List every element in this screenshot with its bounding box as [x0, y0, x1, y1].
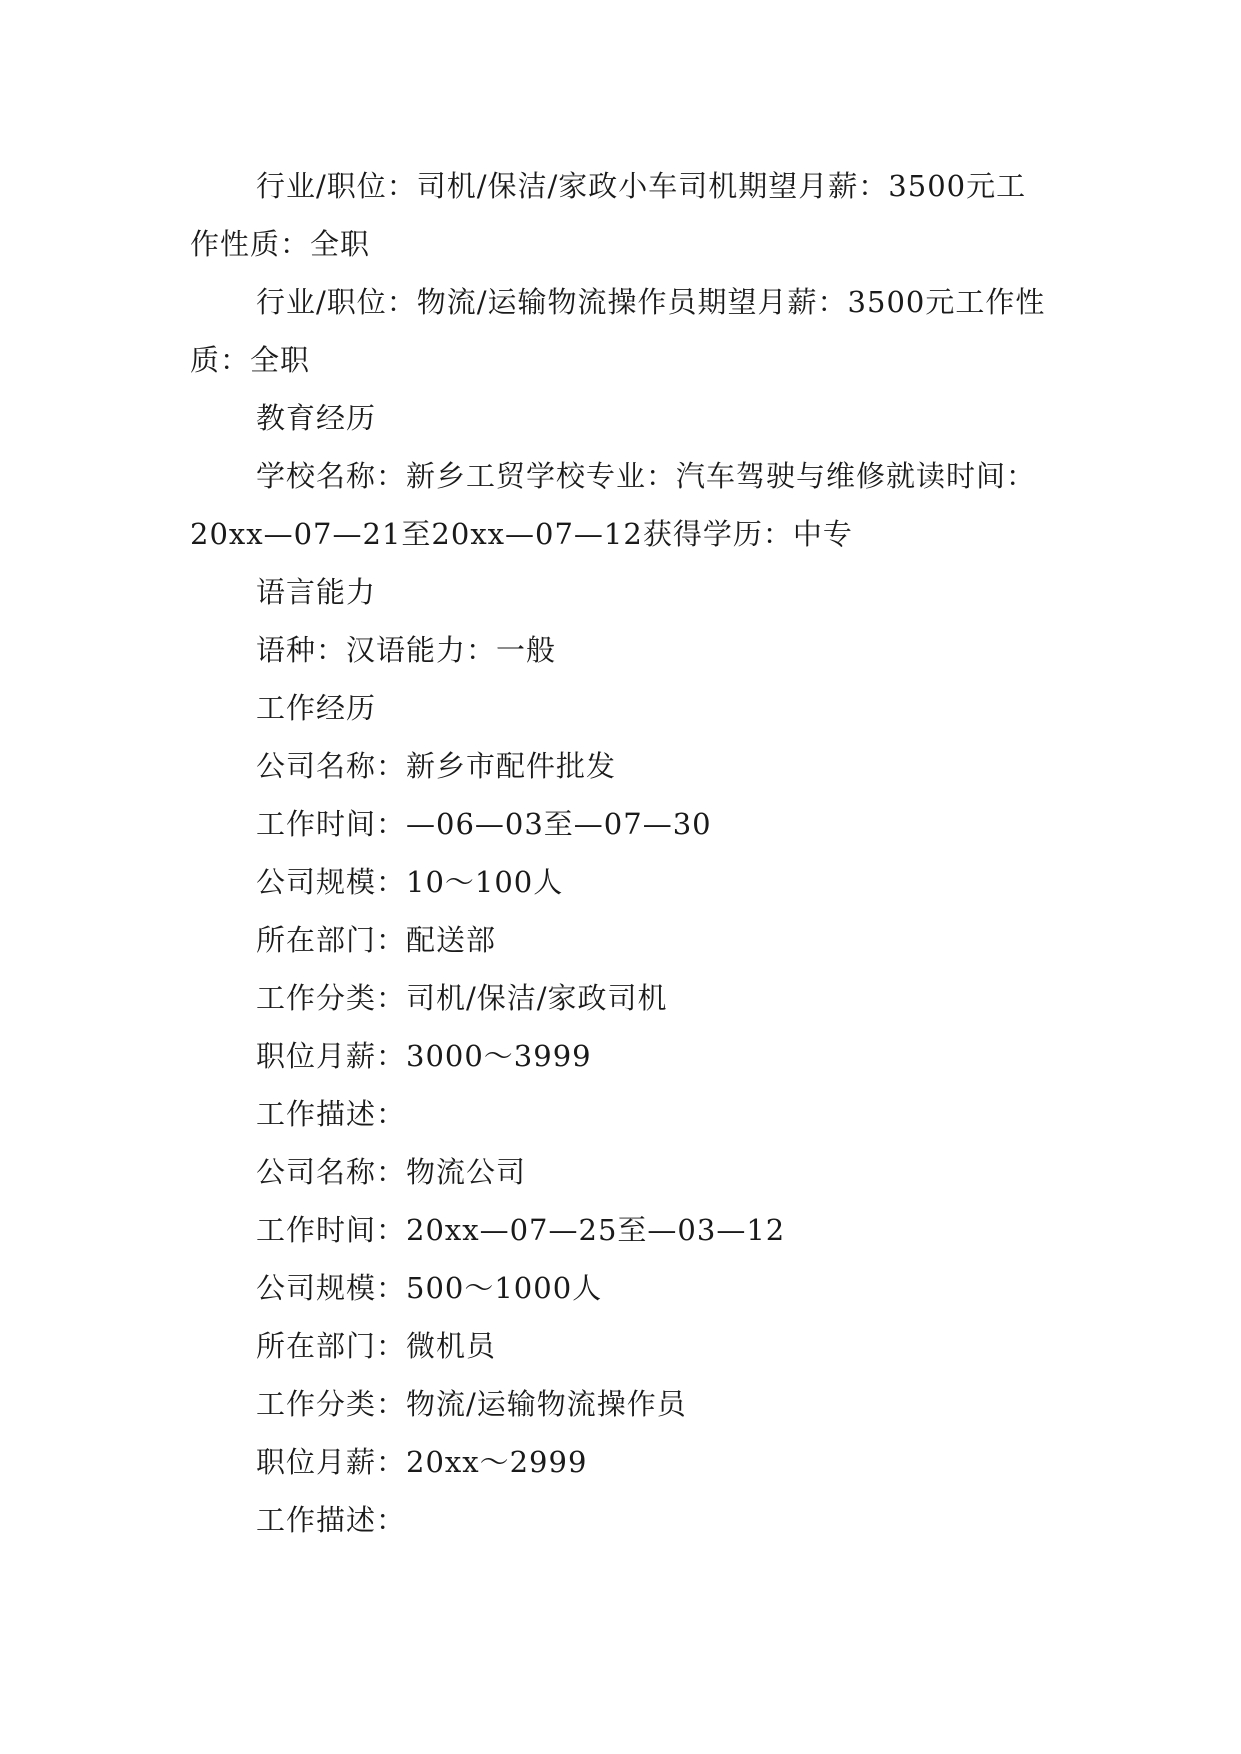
education-entry: 学校名称：新乡工贸学校专业：汽车驾驶与维修就读时间：20xx—07—21至20xx—07—12获得学历：中专	[190, 459, 1037, 551]
work2-description: 工作描述：	[256, 1503, 407, 1537]
work1-period: 工作时间：—06—03至—07—30	[256, 807, 712, 841]
work1-company: 公司名称：新乡市配件批发	[256, 749, 617, 783]
work2-period: 工作时间：20xx—07—25至—03—12	[256, 1213, 786, 1247]
section-heading-work: 工作经历	[256, 691, 377, 725]
job-intention-1: 行业/职位：司机/保洁/家政小车司机期望月薪：3500元工作性质：全职	[190, 169, 1027, 261]
work2-company-size: 公司规模：500～1000人	[256, 1271, 603, 1305]
section-heading-education: 教育经历	[256, 401, 377, 435]
section-heading-language: 语言能力	[256, 575, 377, 609]
work2-category: 工作分类：物流/运输物流操作员	[256, 1387, 687, 1421]
work1-department: 所在部门：配送部	[256, 923, 497, 957]
work2-company: 公司名称：物流公司	[256, 1155, 527, 1189]
document-body	[190, 157, 1050, 1549]
job-intention-2: 行业/职位：物流/运输物流操作员期望月薪：3500元工作性质：全职	[190, 285, 1046, 377]
work2-department: 所在部门：微机员	[256, 1329, 497, 1363]
work1-description: 工作描述：	[256, 1097, 407, 1131]
work1-category: 工作分类：司机/保洁/家政司机	[256, 981, 668, 1015]
work1-salary: 职位月薪：3000～3999	[256, 1039, 592, 1073]
work1-company-size: 公司规模：10～100人	[256, 865, 564, 899]
work2-salary: 职位月薪：20xx～2999	[256, 1445, 588, 1479]
language-entry: 语种：汉语能力：一般	[256, 633, 557, 667]
